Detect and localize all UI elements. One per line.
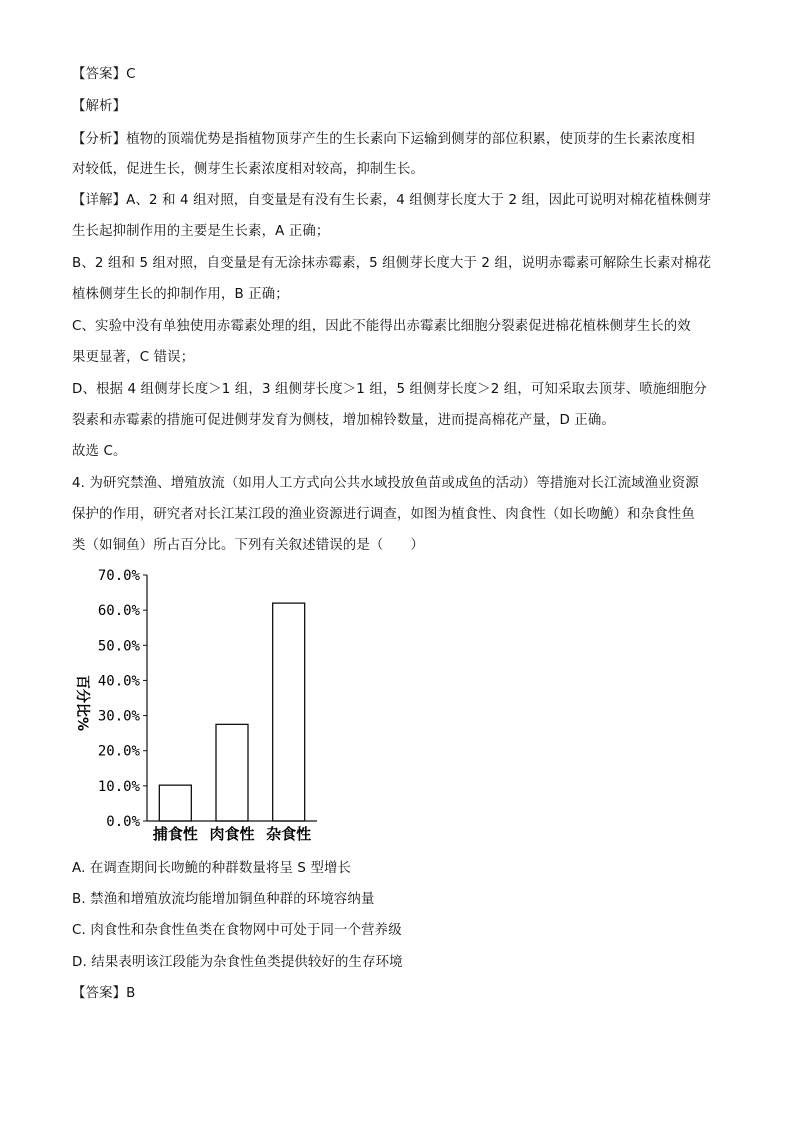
answer-label-1: 【答案】C xyxy=(72,67,136,82)
y-tick-label: 30.0% xyxy=(97,708,140,725)
option-a[interactable]: A. 在调查期间长吻鮠的种群数量将呈 S 型增长 xyxy=(72,861,352,876)
question-stem-line: 保护的作用，研究者对长江某江段的渔业资源进行调查，如图为植食性、肉食性（如长吻鮠）和杂食性鱼 xyxy=(72,507,695,522)
question-stem-line: 4. 为研究禁渔、增殖放流（如用人工方式向公共水域投放鱼苗或成鱼的活动）等措施对长江流域渔业资源 xyxy=(72,476,699,491)
detail-line: D、根据 4 组侧芽长度＞1 组，3 组侧芽长度＞1 组，5 组侧芽长度＞2 组，可知采取去顶芽、喷施细胞分 xyxy=(72,382,707,397)
bar-chart xyxy=(70,560,340,850)
y-tick-label: 50.0% xyxy=(97,638,140,655)
option-d[interactable]: D. 结果表明该江段能为杂食性鱼类提供较好的生存环境 xyxy=(72,955,403,970)
bar xyxy=(159,785,191,821)
question-stem-line: 类（如铜鱼）所占百分比。下列有关叙述错误的是（ ） xyxy=(72,538,425,553)
y-tick-label: 10.0% xyxy=(97,778,140,795)
y-tick-label: 70.0% xyxy=(97,568,140,584)
y-tick-label: 60.0% xyxy=(97,603,140,620)
detail-line: 裂素和赤霉素的措施可促进侧芽发育为侧枝，增加棉铃数量，进而提高棉花产量，D 正确。 xyxy=(72,413,615,428)
detail-line: 故选 C。 xyxy=(72,444,127,459)
detail-line: C、实验中没有单独使用赤霉素处理的组，因此不能得出赤霉素比细胞分裂素促进棉花植株侧芽生长的效 xyxy=(72,319,691,334)
bar xyxy=(216,724,248,821)
y-tick-label: 0.0% xyxy=(106,814,140,830)
analysis-line: 【分析】植物的顶端优势是指植物顶芽产生的生长素向下运输到侧芽的部位积累，使顶芽的生长素浓度相 xyxy=(72,132,695,147)
detail-line: 植株侧芽生长的抑制作用，B 正确； xyxy=(72,287,289,302)
x-category-label: 杂食性 xyxy=(266,825,312,843)
answer-label-2: 【答案】B xyxy=(72,986,136,1001)
y-tick-label: 40.0% xyxy=(97,673,140,690)
detail-line: B、2 组和 5 组对照，自变量是有无涂抹赤霉素，5 组侧芽长度大于 2 组，说明赤霉素可解除生长素对棉花 xyxy=(72,256,712,271)
detail-line: 生长起抑制作用的主要是生长素，A 正确； xyxy=(72,224,330,239)
option-c[interactable]: C. 肉食性和杂食性鱼类在食物网中可处于同一个营养级 xyxy=(72,923,402,938)
detail-line: 【详解】A、2 和 4 组对照，自变量是有没有生长素，4 组侧芽长度大于 2 组，因此可说明对棉花植株侧芽 xyxy=(72,193,712,208)
detail-line: 果更显著，C 错误； xyxy=(72,350,195,365)
y-axis-label: 百分比% xyxy=(74,674,90,732)
y-tick-label: 20.0% xyxy=(97,743,140,760)
x-category-label: 捕食性 xyxy=(152,825,198,843)
analysis-line: 对较低，促进生长，侧芽生长素浓度相对较高，抑制生长。 xyxy=(72,162,425,177)
analysis-heading: 【解析】 xyxy=(72,99,127,114)
x-category-label: 肉食性 xyxy=(209,825,255,843)
bar xyxy=(273,603,305,821)
option-b[interactable]: B. 禁渔和增殖放流均能增加铜鱼种群的环境容纳量 xyxy=(72,892,375,907)
